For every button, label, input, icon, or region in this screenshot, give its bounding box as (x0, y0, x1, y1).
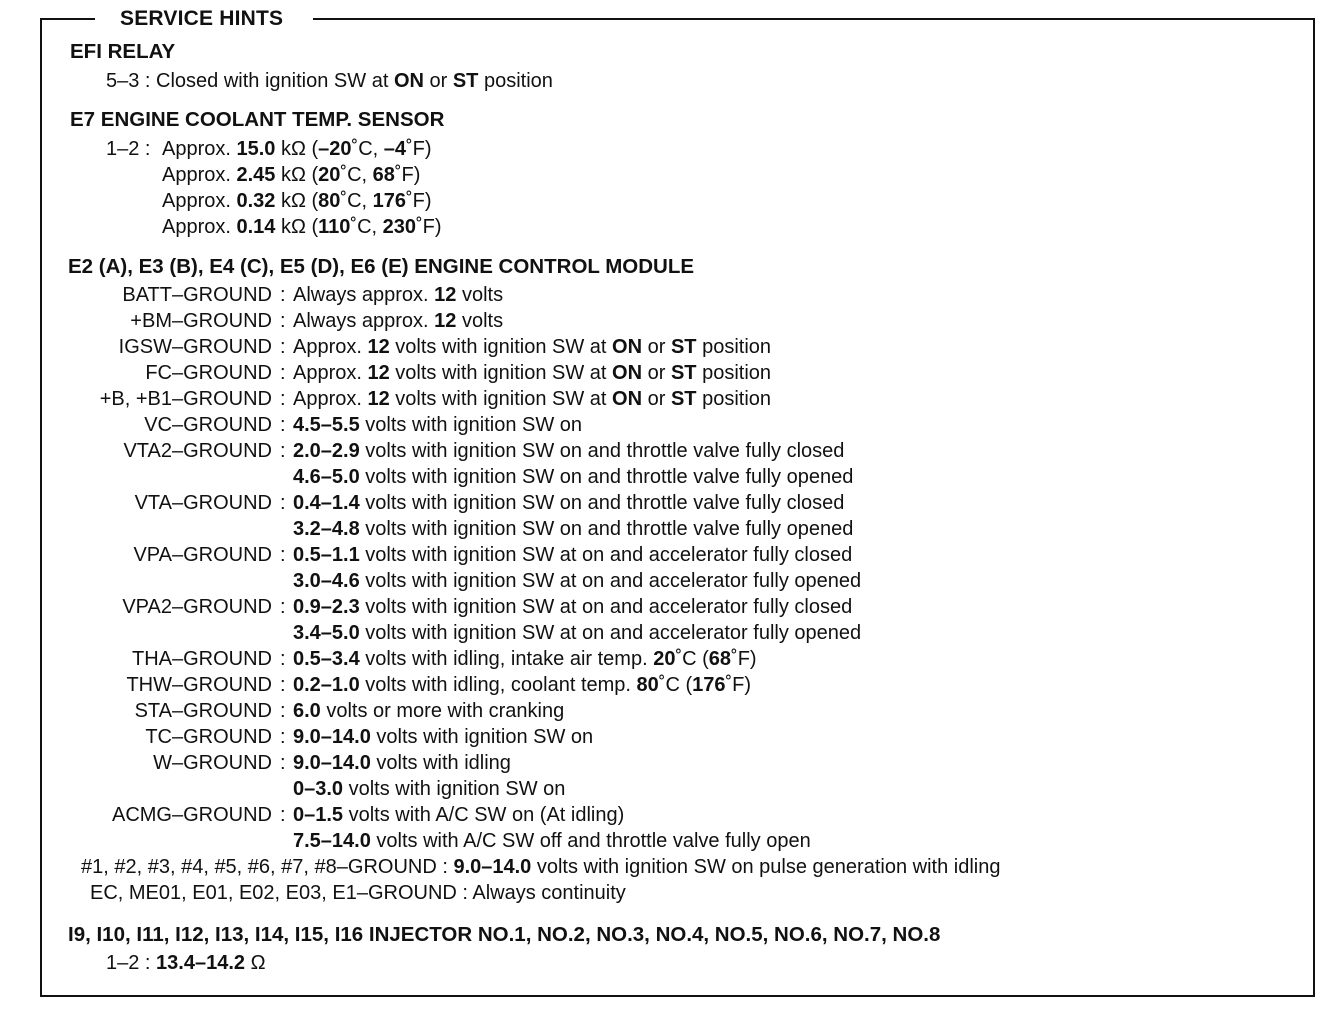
ecm-terminal-label: BATT–GROUND (122, 284, 272, 306)
ecm-injector-ground: #1, #2, #3, #4, #5, #6, #7, #8–GROUND : 9.0–14.0 volts with ignition SW on pulse generation with idling (81, 856, 1001, 878)
ecm-terminal-label: TC–GROUND (145, 726, 272, 748)
injector-heading: I9, I10, I11, I12, I13, I14, I15, I16 INJECTOR NO.1, NO.2, NO.3, NO.4, NO.5, NO.6, NO.7, NO.8 (68, 923, 941, 946)
ecm-terminal-value: 3.4–5.0 volts with ignition SW at on and accelerator fully opened (293, 622, 862, 644)
ecm-terminal-label: THA–GROUND (131, 648, 272, 670)
ecm-terminal-value: Always approx. 12 volts (293, 310, 504, 332)
ecm-colon: : (280, 336, 286, 358)
coolant-sensor-value: Approx. 15.0 kΩ (–20˚C, –4˚F) (162, 138, 432, 160)
ecm-terminal-value: 2.0–2.9 volts with ignition SW on and throttle valve fully closed (293, 440, 845, 462)
ecm-colon: : (280, 440, 286, 462)
ecm-terminal-value: 0.5–3.4 volts with idling, intake air temp. 20˚C (68˚F) (293, 648, 757, 670)
injector-resistance: 1–2 : 13.4–14.2 Ω (106, 952, 266, 974)
ecm-terminal-label: VPA–GROUND (133, 544, 272, 566)
ecm-colon: : (280, 674, 286, 696)
ecm-colon: : (280, 648, 286, 670)
ecm-terminal-value: Approx. 12 volts with ignition SW at ON or ST position (293, 362, 772, 384)
ecm-colon: : (280, 310, 286, 332)
ecm-colon: : (280, 284, 286, 306)
ecm-terminal-label: +BM–GROUND (130, 310, 272, 332)
efi-relay-item: 5–3 : Closed with ignition SW at ON or ST position (106, 70, 553, 92)
ecm-terminal-label: VPA2–GROUND (122, 596, 272, 618)
ecm-terminal-value: 0.4–1.4 volts with ignition SW on and throttle valve fully closed (293, 492, 845, 514)
ecm-terminal-value: 9.0–14.0 volts with idling (293, 752, 511, 774)
ecm-terminal-value: 4.6–5.0 volts with ignition SW on and throttle valve fully opened (293, 466, 854, 488)
ecm-terminal-label: VTA–GROUND (134, 492, 272, 514)
ecm-terminal-label: VC–GROUND (144, 414, 272, 436)
ecm-terminal-value: 9.0–14.0 volts with ignition SW on (293, 726, 594, 748)
service-hints-title: SERVICE HINTS (120, 7, 284, 30)
ecm-terminal-value: 3.2–4.8 volts with ignition SW on and throttle valve fully opened (293, 518, 854, 540)
ecm-terminal-label: FC–GROUND (145, 362, 272, 384)
efi-relay-heading: EFI RELAY (70, 40, 176, 63)
ecm-terminal-value: 6.0 volts or more with cranking (293, 700, 565, 722)
ecm-terminal-value: 4.5–5.5 volts with ignition SW on (293, 414, 583, 436)
ecm-terminal-value: 0.9–2.3 volts with ignition SW at on and accelerator fully closed (293, 596, 853, 618)
ecm-terminal-label: THW–GROUND (126, 674, 272, 696)
ecm-terminal-label: VTA2–GROUND (123, 440, 272, 462)
ecm-colon: : (280, 596, 286, 618)
ecm-terminal-value: 3.0–4.6 volts with ignition SW at on and accelerator fully opened (293, 570, 862, 592)
ecm-colon: : (280, 388, 286, 410)
ecm-terminal-label: STA–GROUND (134, 700, 272, 722)
ecm-colon: : (280, 492, 286, 514)
coolant-sensor-value: Approx. 2.45 kΩ (20˚C, 68˚F) (162, 164, 421, 186)
ecm-terminal-value: 0.2–1.0 volts with idling, coolant temp. 80˚C (176˚F) (293, 674, 752, 696)
ecm-terminal-value: Approx. 12 volts with ignition SW at ON or ST position (293, 388, 772, 410)
ecm-terminal-value: 7.5–14.0 volts with A/C SW off and throttle valve fully open (293, 830, 811, 852)
ecm-terminal-value: Always approx. 12 volts (293, 284, 504, 306)
ecm-colon: : (280, 362, 286, 384)
ecm-continuity: EC, ME01, E01, E02, E03, E1–GROUND : Always continuity (90, 882, 626, 904)
ecm-terminal-value: Approx. 12 volts with ignition SW at ON or ST position (293, 336, 772, 358)
ecm-colon: : (280, 414, 286, 436)
coolant-sensor-value: Approx. 0.14 kΩ (110˚C, 230˚F) (162, 216, 442, 238)
ecm-terminal-value: 0.5–1.1 volts with ignition SW at on and accelerator fully closed (293, 544, 853, 566)
ecm-terminal-label: W–GROUND (153, 752, 272, 774)
ecm-terminal-label: IGSW–GROUND (118, 336, 272, 358)
coolant-sensor-heading: E7 ENGINE COOLANT TEMP. SENSOR (70, 108, 445, 131)
coolant-sensor-value: Approx. 0.32 kΩ (80˚C, 176˚F) (162, 190, 432, 212)
coolant-sensor-pins: 1–2 : (106, 138, 151, 160)
ecm-terminal-label: +B, +B1–GROUND (99, 388, 272, 410)
ecm-terminal-value: 0–3.0 volts with ignition SW on (293, 778, 566, 800)
ecm-colon: : (280, 804, 286, 826)
ecm-terminal-label: ACMG–GROUND (111, 804, 272, 826)
ecm-colon: : (280, 726, 286, 748)
ecm-colon: : (280, 752, 286, 774)
ecm-colon: : (280, 700, 286, 722)
ecm-colon: : (280, 544, 286, 566)
ecm-terminal-value: 0–1.5 volts with A/C SW on (At idling) (293, 804, 625, 826)
ecm-heading: E2 (A), E3 (B), E4 (C), E5 (D), E6 (E) ENGINE CONTROL MODULE (68, 255, 695, 278)
